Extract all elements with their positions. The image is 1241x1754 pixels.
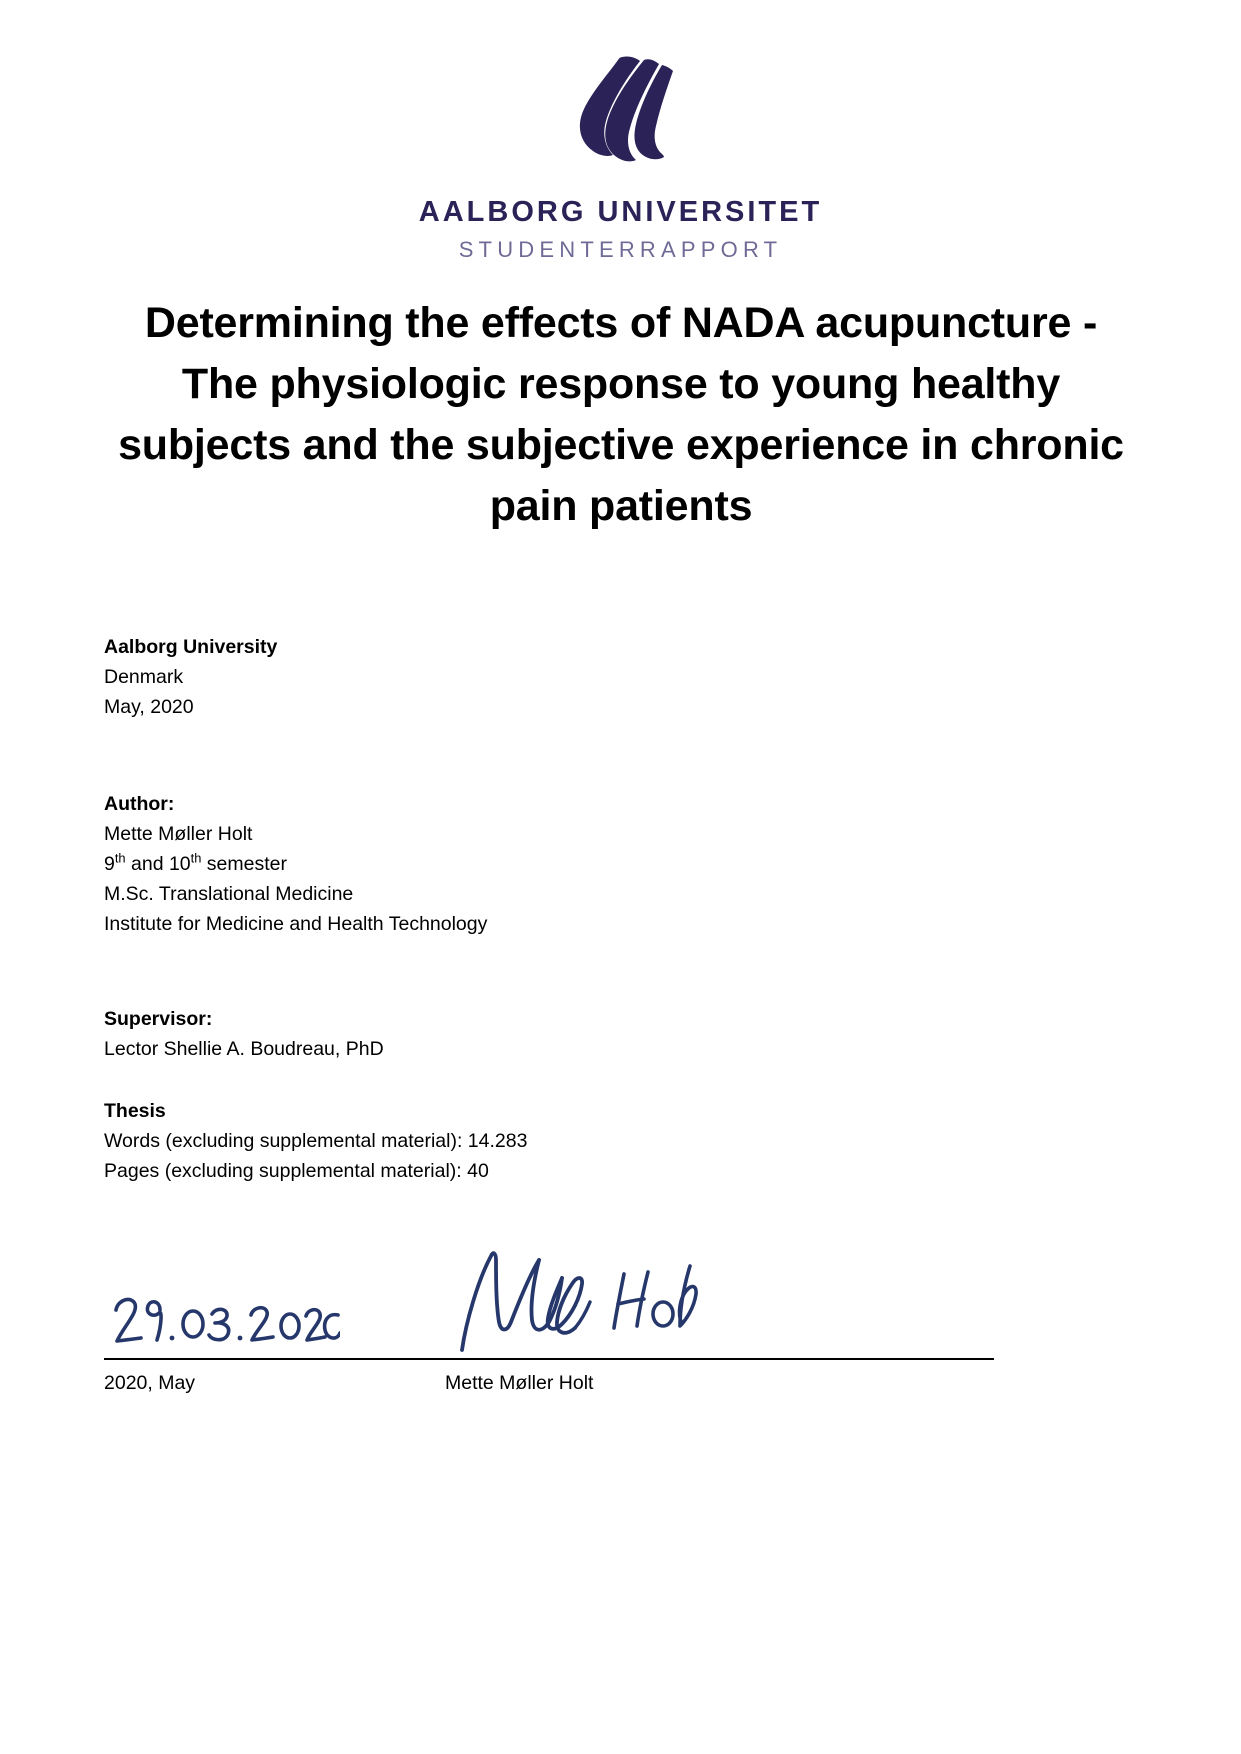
thesis-word-count: Words (excluding supplemental material): 14.283 [104, 1130, 528, 1152]
handwritten-signature-image [444, 1242, 714, 1357]
thesis-block [104, 1096, 527, 1186]
signature-date-label: 2020, May [104, 1372, 196, 1394]
semester-first-ordinal: th [114, 850, 126, 866]
supervisor-name: Lector Shellie A. Boudreau, PhD [104, 1038, 384, 1060]
signature-divider [104, 1358, 994, 1360]
thesis-page-count: Pages (excluding supplemental material): 40 [104, 1160, 489, 1182]
signature-labels [104, 1368, 1004, 1400]
supervisor-heading: Supervisor: [104, 1008, 213, 1030]
aau-logo-block [0, 52, 1241, 263]
signature-area [104, 1240, 1004, 1360]
aau-subwordmark: STUDENTERRAPPORT [458, 237, 783, 262]
author-block [104, 789, 487, 939]
semester-conjunction: and 10 [125, 853, 191, 875]
handwritten-date-image [110, 1288, 340, 1358]
thesis-heading: Thesis [104, 1100, 166, 1122]
author-programme: M.Sc. Translational Medicine [104, 883, 354, 905]
semester-first-number: 9 [104, 853, 115, 875]
university-country: Denmark [104, 666, 184, 688]
aau-wordmark: AALBORG UNIVERSITET [418, 196, 823, 228]
page-title: Determining the effects of NADA acupuncture - The physiologic response to young healthy subjects and the subjective experience in chronic pain patients [118, 299, 1124, 530]
semester-suffix: semester [201, 853, 287, 875]
supervisor-block [104, 1004, 384, 1064]
university-block [104, 632, 277, 722]
aau-flame-logo-icon [556, 52, 686, 172]
author-name: Mette Møller Holt [104, 823, 253, 845]
author-heading: Author: [104, 793, 175, 815]
signature-name-label: Mette Møller Holt [445, 1372, 594, 1394]
university-name: Aalborg University [104, 636, 278, 658]
author-semester [104, 849, 487, 879]
semester-second-ordinal: th [190, 850, 202, 866]
university-date: May, 2020 [104, 696, 194, 718]
author-institute: Institute for Medicine and Health Technology [104, 913, 488, 935]
